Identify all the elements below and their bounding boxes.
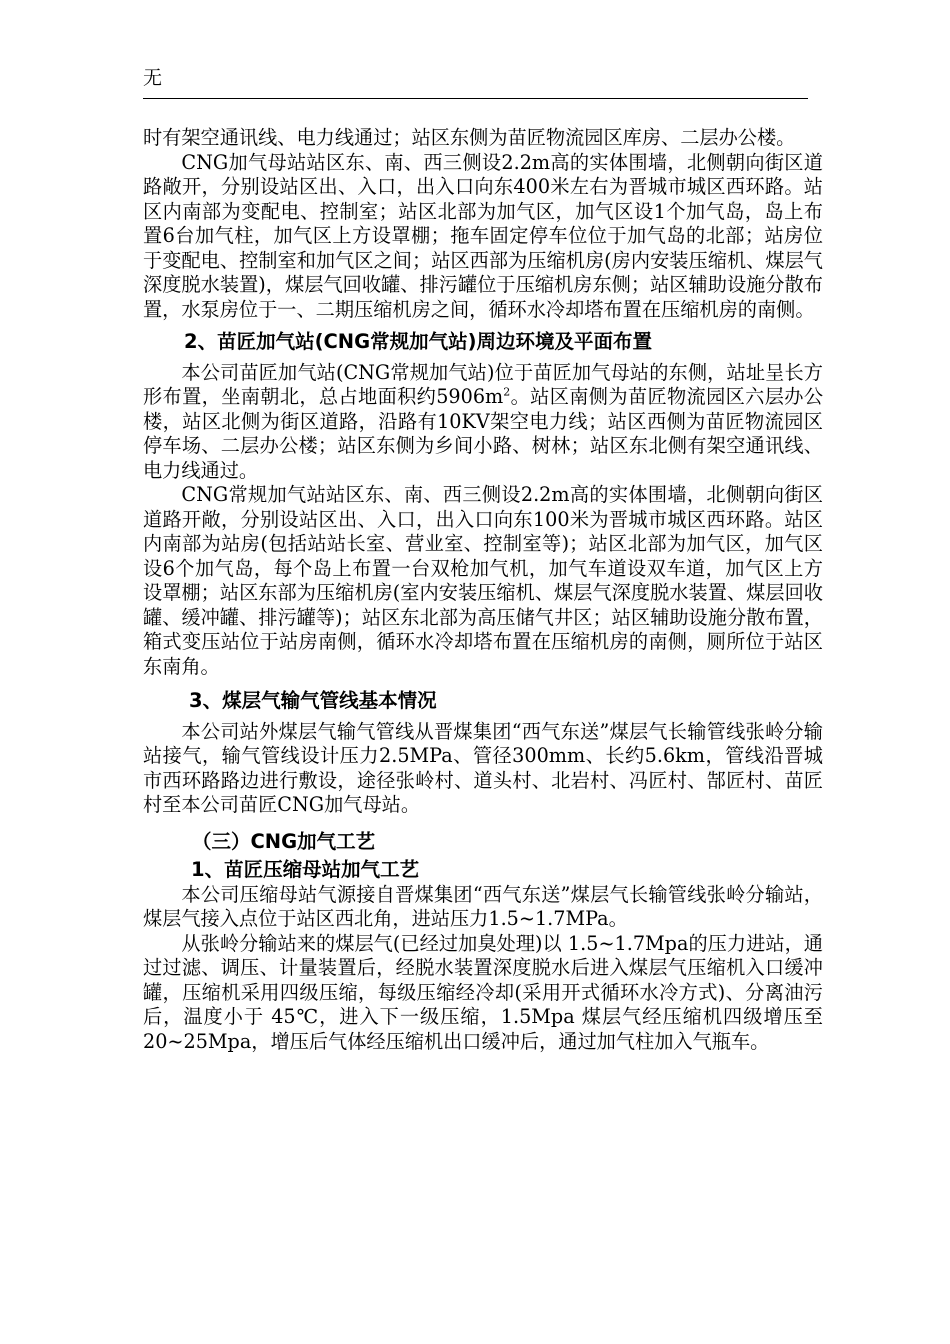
paragraph-cng-regular-station-layout: CNG常规加气站站区东、南、西三侧设2.2m高的实体围墙，北侧朝向街区道路开敞，分别设站区出、入口，出入口向东100米为晋城市城区西环路。站区内南部为站房(包括站站长室、营业室、控制室等)；站区北部为加气区，加气区设6个加气岛，每个岛上布置一台双枪加气机，加气车道设双车道，加气区上方设罩棚；站区东部为压缩机房(室内安装压缩机、煤层气深度脱水装置、煤层回收罐、缓冲罐、排污罐等)；站区东北部为高压储气井区；站区辅助设施分散布置，箱式变压站位于站房南侧，循环水冷却塔布置在压缩机房的南侧，厕所位于站区东南角。 xyxy=(143,483,823,678)
paragraph-continuation: 时有架空通讯线、电力线通过；站区东侧为苗匠物流园区库房、二层办公楼。 xyxy=(143,126,796,149)
paragraph-part: 本公司苗匠加气站(CNG常规加气站)位于苗匠加气母站的东侧，站址呈长方形布置，坐南朝北，总占地面积约5906m xyxy=(143,360,823,408)
header-rule xyxy=(143,98,808,99)
section-heading-cng-process: （三）CNG加气工艺 xyxy=(192,829,376,853)
paragraph-compression-process: 从张岭分输站来的煤层气(已经过加臭处理)以 1.5~1.7Mpa的压力进站，通过过滤、调压、计量装置后，经脱水装置深度脱水后进入煤层气压缩机入口缓冲罐，压缩机采用四级压缩，每级压缩经冷却(采用开式循环水冷方式)、分离油污后，温度小于 45℃，进入下一级压缩，1.5Mpa 煤层气经压缩机四级增压至 20~25Mpa，增压后气体经压缩机出口缓冲后，通过加气柱加入气瓶车。 xyxy=(143,931,823,1053)
paragraph-miaojiang-station-environment xyxy=(143,361,823,484)
section-heading-3: 3、煤层气输气管线基本情况 xyxy=(189,689,437,712)
document-body xyxy=(143,126,823,1054)
page-header: 无 xyxy=(143,67,163,89)
superscript: 2 xyxy=(503,385,511,399)
subsection-heading-1: 1、苗匠压缩母站加气工艺 xyxy=(191,858,420,881)
paragraph-pipeline: 本公司站外煤层气输气管线从晋煤集团“西气东送”煤层气长输管线张岭分输站接气，输气管线设计压力2.5MPa、管径300mm、长约5.6km，管线沿晋城市西环路路边进行敷设，途径张岭村、道头村、北岩村、冯匠村、郜匠村、苗匠村至本公司苗匠CNG加气母站。 xyxy=(143,719,823,816)
paragraph-part: 。站区南侧为苗匠物流园区六层办公楼，站区北侧为街区道路，沿路有10KV架空电力线；站区西侧为苗匠物流园区停车场、二层办公楼；站区东侧为乡间小路、树林；站区东北侧有架空通讯线、电力线通过。 xyxy=(143,385,824,482)
paragraph-gas-source: 本公司压缩母站气源接自晋煤集团“西气东送”煤层气长输管线张岭分输站，煤层气接入点位于站区西北角，进站压力1.5~1.7MPa。 xyxy=(143,882,823,930)
section-heading-2: 2、苗匠加气站(CNG常规加气站)周边环境及平面布置 xyxy=(184,330,653,353)
paragraph-cng-mother-station-layout: CNG加气母站站区东、南、西三侧设2.2m高的实体围墙，北侧朝向街区道路敞开，分别设站区出、入口，出入口向东400米左右为晋城市城区西环路。站区内南部为变配电、控制室；站区北部为加气区，加气区设1个加气岛，岛上布置6台加气柱，加气区上方设罩棚；拖车固定停车位位于加气岛的北部；站房位于变配电、控制室和加气区之间；站区西部为压缩机房(房内安装压缩机、煤层气深度脱水装置)，煤层气回收罐、排污罐位于压缩机房东侧；站区辅助设施分散布置，水泵房位于一、二期压缩机房之间，循环水冷却塔布置在压缩机房的南侧。 xyxy=(143,150,823,321)
